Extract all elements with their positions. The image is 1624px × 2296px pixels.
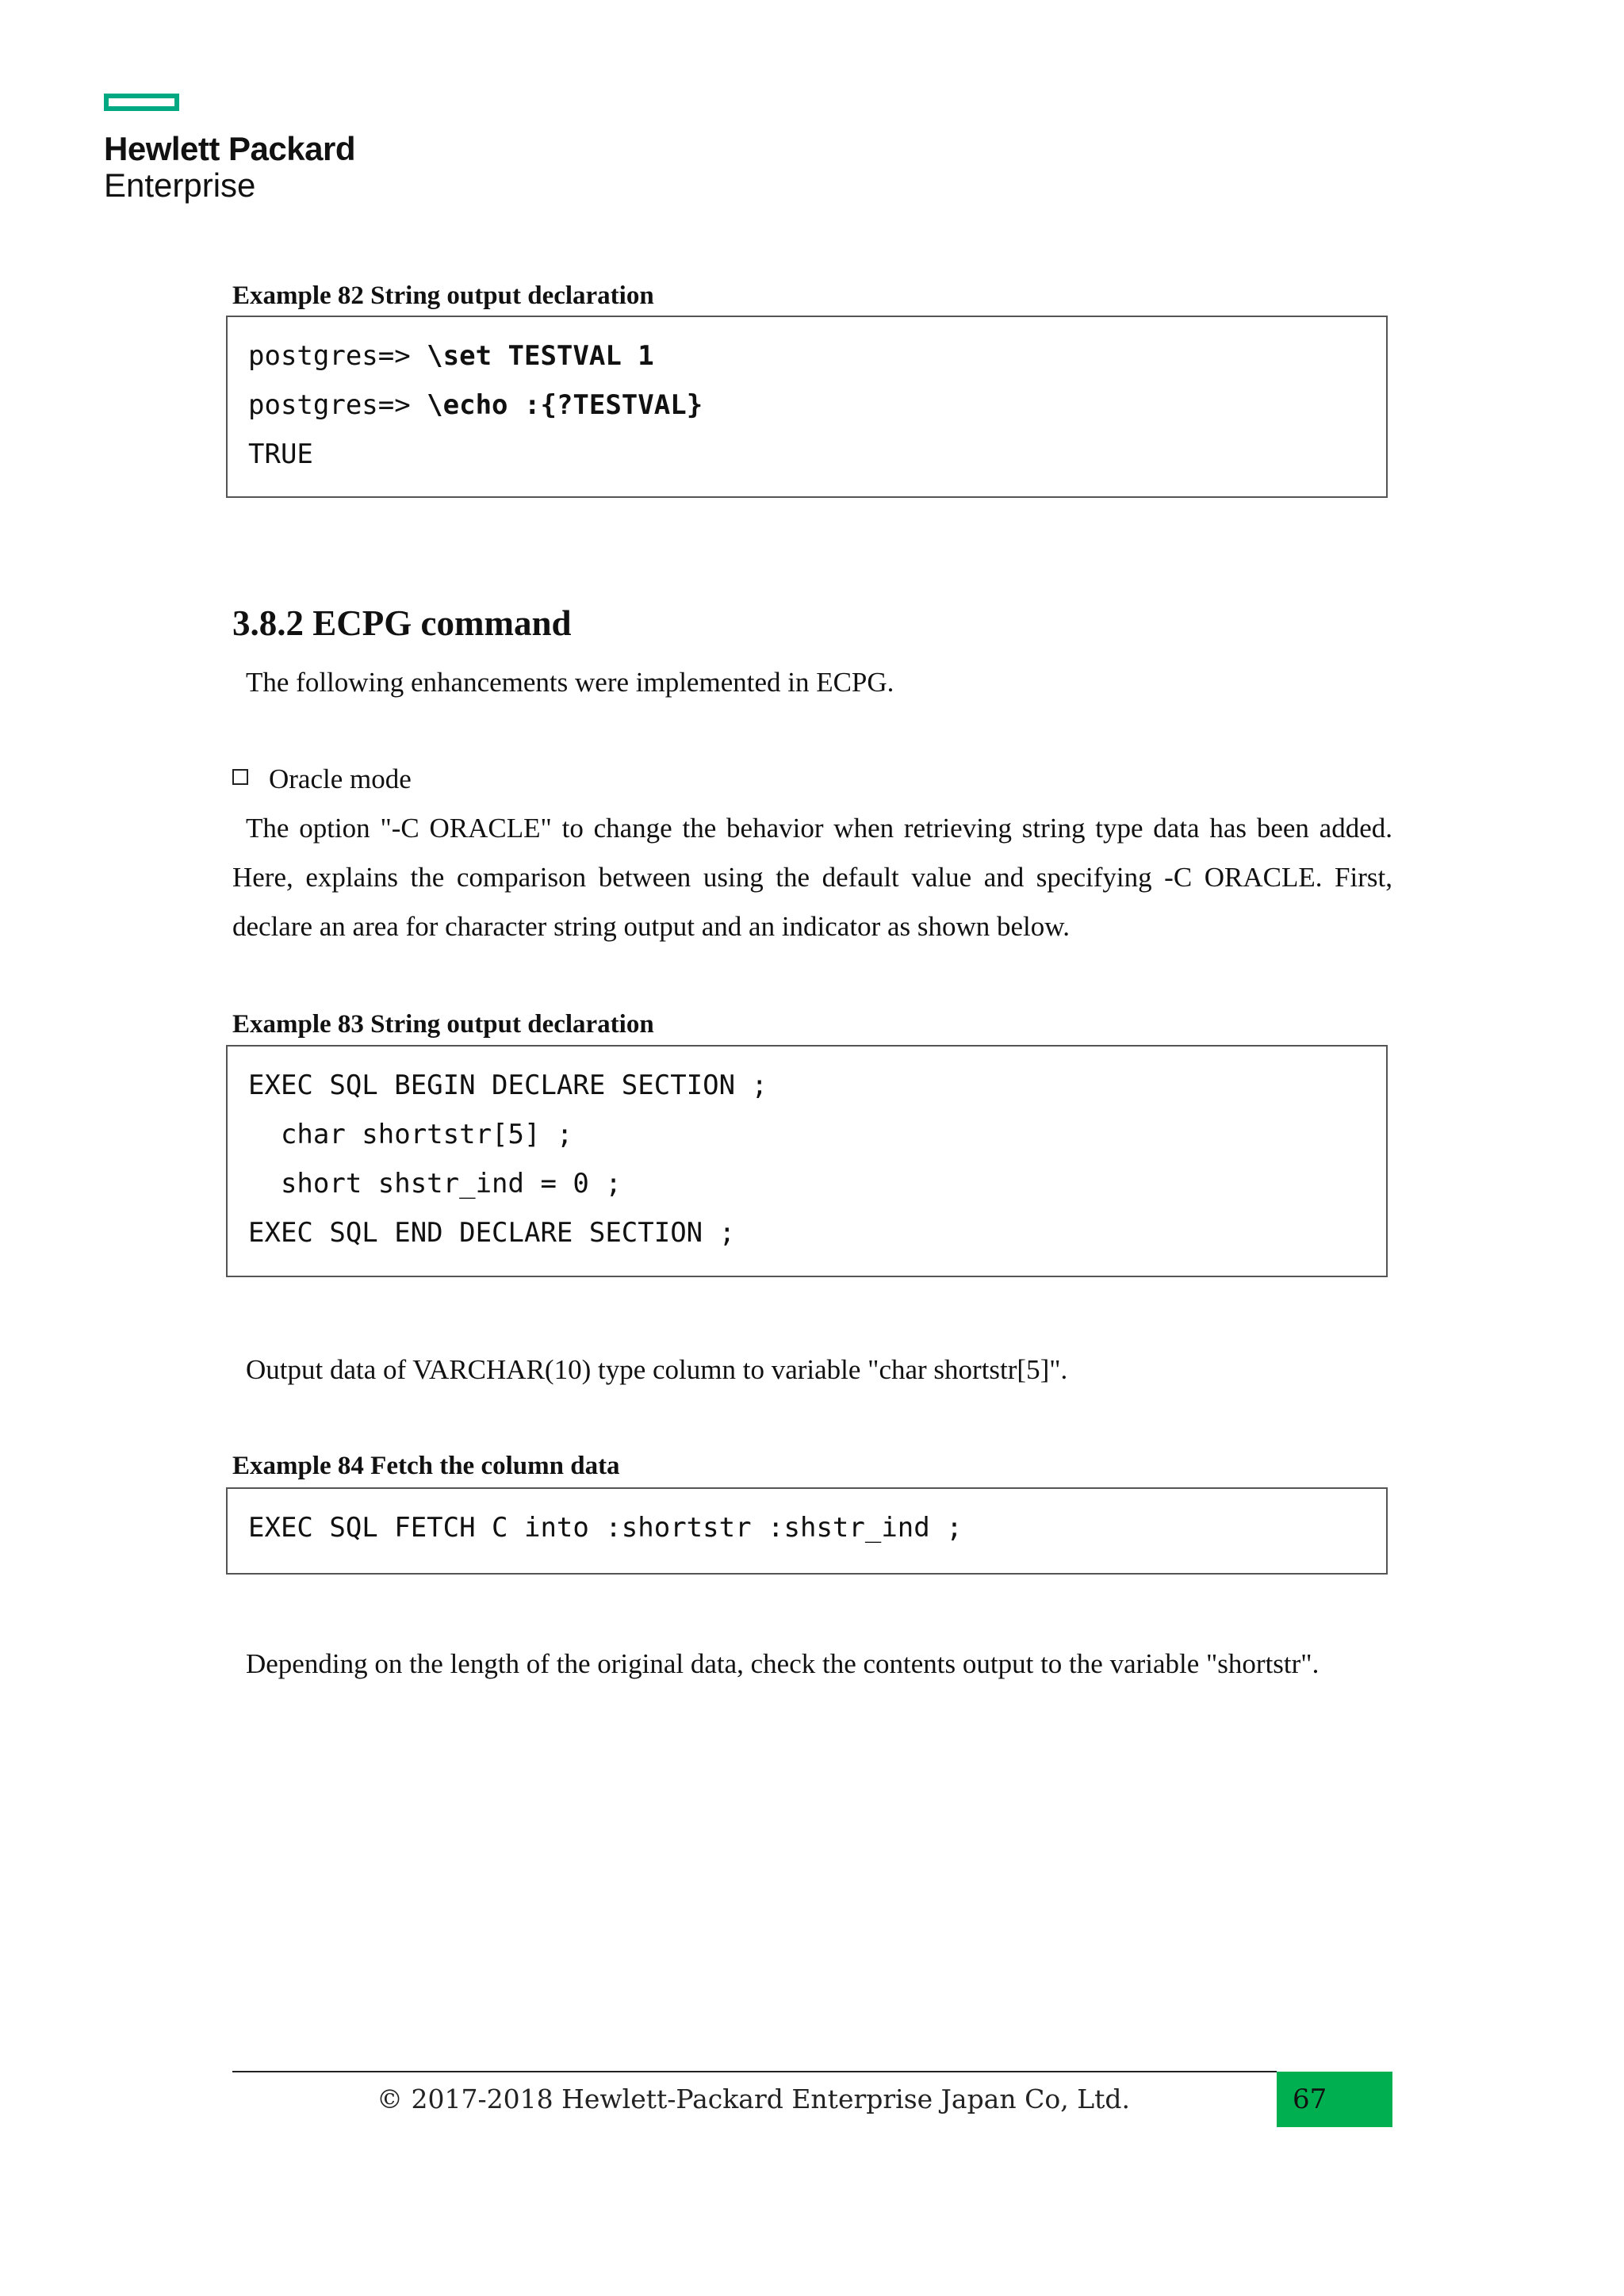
hpe-logo [104, 94, 355, 205]
depending-text: Depending on the length of the original data, check the contents output to the variable "shortstr". [246, 1648, 1320, 1679]
footer-copyright: © 2017-2018 Hewlett-Packard Enterprise Japan Co, Ltd. [377, 2084, 1130, 2114]
bullet-label: Oracle mode [269, 763, 412, 794]
example83-code-box [226, 1045, 1388, 1277]
example82-code-box [226, 316, 1388, 498]
example82-caption: Example 82 String output declaration [232, 281, 654, 310]
code-line: EXEC SQL END DECLARE SECTION ; [248, 1217, 736, 1249]
code-command: \set TESTVAL 1 [427, 340, 654, 372]
code-prompt: postgres=> [248, 389, 427, 421]
example83-caption: Example 83 String output declaration [232, 1010, 654, 1039]
page-number: 67 [1293, 2084, 1327, 2115]
oracle-mode-paragraph: The option "-C ORACLE" to change the behavior when retrieving string type data has been added. Here, explains the comparison between using the default value and specifying -C ORACLE. First, declare an area for character string output and an indicator as shown below. [232, 813, 1392, 942]
logo-rectangle-icon [104, 94, 179, 111]
code-line: EXEC SQL FETCH C into :shortstr :shstr_ind ; [248, 1512, 963, 1544]
oracle-mode-bullet [232, 757, 412, 802]
code-line: short shstr_ind = 0 ; [248, 1168, 622, 1200]
code-output: TRUE [248, 438, 313, 470]
section-heading: 3.8.2 ECPG command [232, 603, 572, 643]
code-command: \echo :{?TESTVAL} [427, 389, 703, 421]
code-line [248, 331, 1367, 381]
code-line [248, 430, 1367, 479]
example84-code-box [226, 1487, 1388, 1575]
page-number-box [1277, 2072, 1392, 2127]
code-line [248, 381, 1367, 430]
logo-text-line1: Hewlett Packard [104, 130, 355, 167]
output-data-text: Output data of VARCHAR(10) type column to variable "char shortstr[5]". [246, 1354, 1068, 1385]
code-line: char shortstr[5] ; [248, 1119, 573, 1150]
code-line: EXEC SQL BEGIN DECLARE SECTION ; [248, 1070, 768, 1101]
footer-divider [232, 2071, 1277, 2072]
code-prompt: postgres=> [248, 340, 427, 372]
example84-caption: Example 84 Fetch the column data [232, 1452, 620, 1480]
square-bullet-icon [232, 769, 248, 785]
section-intro: The following enhancements were implemented in ECPG. [246, 667, 894, 698]
logo-text-line2: Enterprise [104, 166, 256, 204]
